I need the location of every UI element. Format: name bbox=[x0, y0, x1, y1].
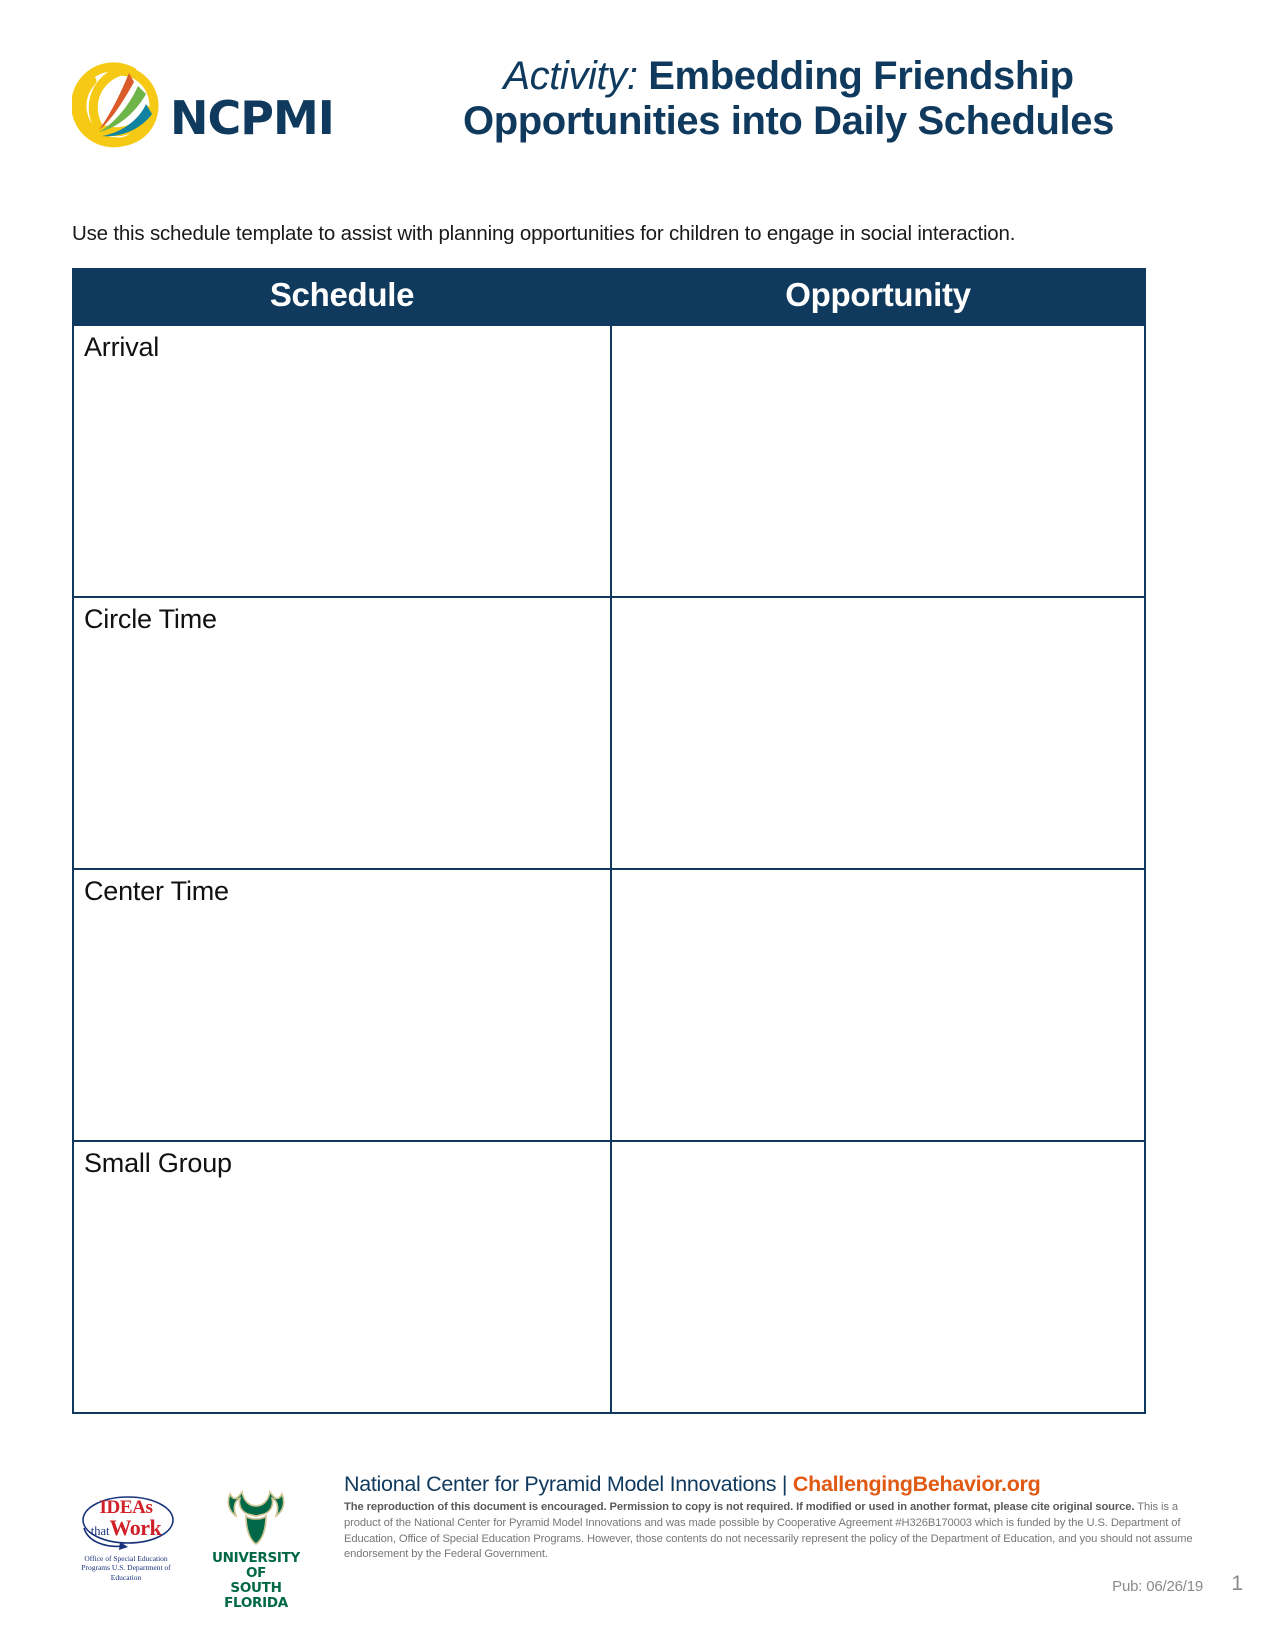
document-footer bbox=[72, 1472, 1215, 1622]
document-header bbox=[72, 48, 1205, 168]
column-header-schedule: Schedule bbox=[73, 269, 611, 325]
opportunity-cell-circle-time[interactable] bbox=[611, 597, 1145, 869]
table-row bbox=[73, 325, 1145, 597]
usf-logo-line-1: UNIVERSITY OF bbox=[211, 1550, 301, 1582]
table-row bbox=[73, 869, 1145, 1141]
publication-date: Pub: 06/26/19 bbox=[1112, 1578, 1203, 1595]
ideas-that-work-logo-icon bbox=[72, 1484, 180, 1592]
footer-text-block bbox=[334, 1472, 1215, 1563]
usf-logo bbox=[202, 1484, 310, 1611]
ideas-logo-subtext: Office of Special Education Programs U.S. Department of Education bbox=[81, 1554, 171, 1582]
schedule-cell-center-time: Center Time bbox=[73, 869, 611, 1141]
table-row bbox=[73, 597, 1145, 869]
footer-disclaimer-bold: The reproduction of this document is encouraged. Permission to copy is not required. If modified or used in another format, please cite original source. bbox=[344, 1500, 1135, 1513]
footer-disclaimer-rest: This is a product of the National Center for Pyramid Model Innovations and was made possible by Cooperative Agreement #H326B170003 which is funded by the U.S. Department of Education, Office of Special Education Programs. However, those contents do not necessarily represent the policy of the Department of Education, and you should not assume endorsement by the Federal Government. bbox=[344, 1500, 1193, 1561]
schedule-cell-circle-time: Circle Time bbox=[73, 597, 611, 869]
footer-website-link[interactable]: ChallengingBehavior.org bbox=[792, 1472, 1041, 1496]
schedule-cell-arrival: Arrival bbox=[73, 325, 611, 597]
footer-logos bbox=[72, 1472, 334, 1611]
footer-disclaimer bbox=[344, 1500, 1215, 1564]
schedule-table bbox=[72, 268, 1146, 1414]
title-prefix: Activity: bbox=[503, 54, 638, 98]
schedule-cell-small-group: Small Group bbox=[73, 1141, 611, 1413]
footer-org-name: National Center for Pyramid Model Innovations | bbox=[344, 1472, 793, 1496]
table-header-row bbox=[73, 269, 1145, 325]
ideas-logo-line-1: IDEAs bbox=[99, 1497, 153, 1518]
usf-logo-line-2: SOUTH FLORIDA bbox=[224, 1580, 288, 1612]
usf-bull-icon bbox=[216, 1486, 296, 1548]
ncpmi-logo bbox=[72, 48, 372, 152]
footer-org-line bbox=[344, 1472, 1215, 1497]
opportunity-cell-center-time[interactable] bbox=[611, 869, 1145, 1141]
ideas-logo-line-2: that bbox=[90, 1524, 110, 1538]
table-row bbox=[73, 1141, 1145, 1413]
title-main-line-2: Opportunities into Daily Schedules bbox=[463, 98, 1114, 143]
opportunity-cell-arrival[interactable] bbox=[611, 325, 1145, 597]
page-title-line-1 bbox=[372, 54, 1205, 99]
intro-text: Use this schedule template to assist with planning opportunities for children to engage in social interaction. bbox=[72, 222, 1016, 245]
page-title bbox=[372, 48, 1205, 144]
ncpmi-swoosh-icon bbox=[72, 60, 164, 152]
opportunity-cell-small-group[interactable] bbox=[611, 1141, 1145, 1413]
page-number: 1 bbox=[1231, 1572, 1243, 1595]
title-main-line-1: Embedding Friendship bbox=[648, 54, 1074, 98]
ncpmi-wordmark: NCPMI bbox=[170, 91, 334, 145]
ideas-logo-line-3: Work bbox=[109, 1515, 162, 1540]
column-header-opportunity: Opportunity bbox=[611, 269, 1145, 325]
